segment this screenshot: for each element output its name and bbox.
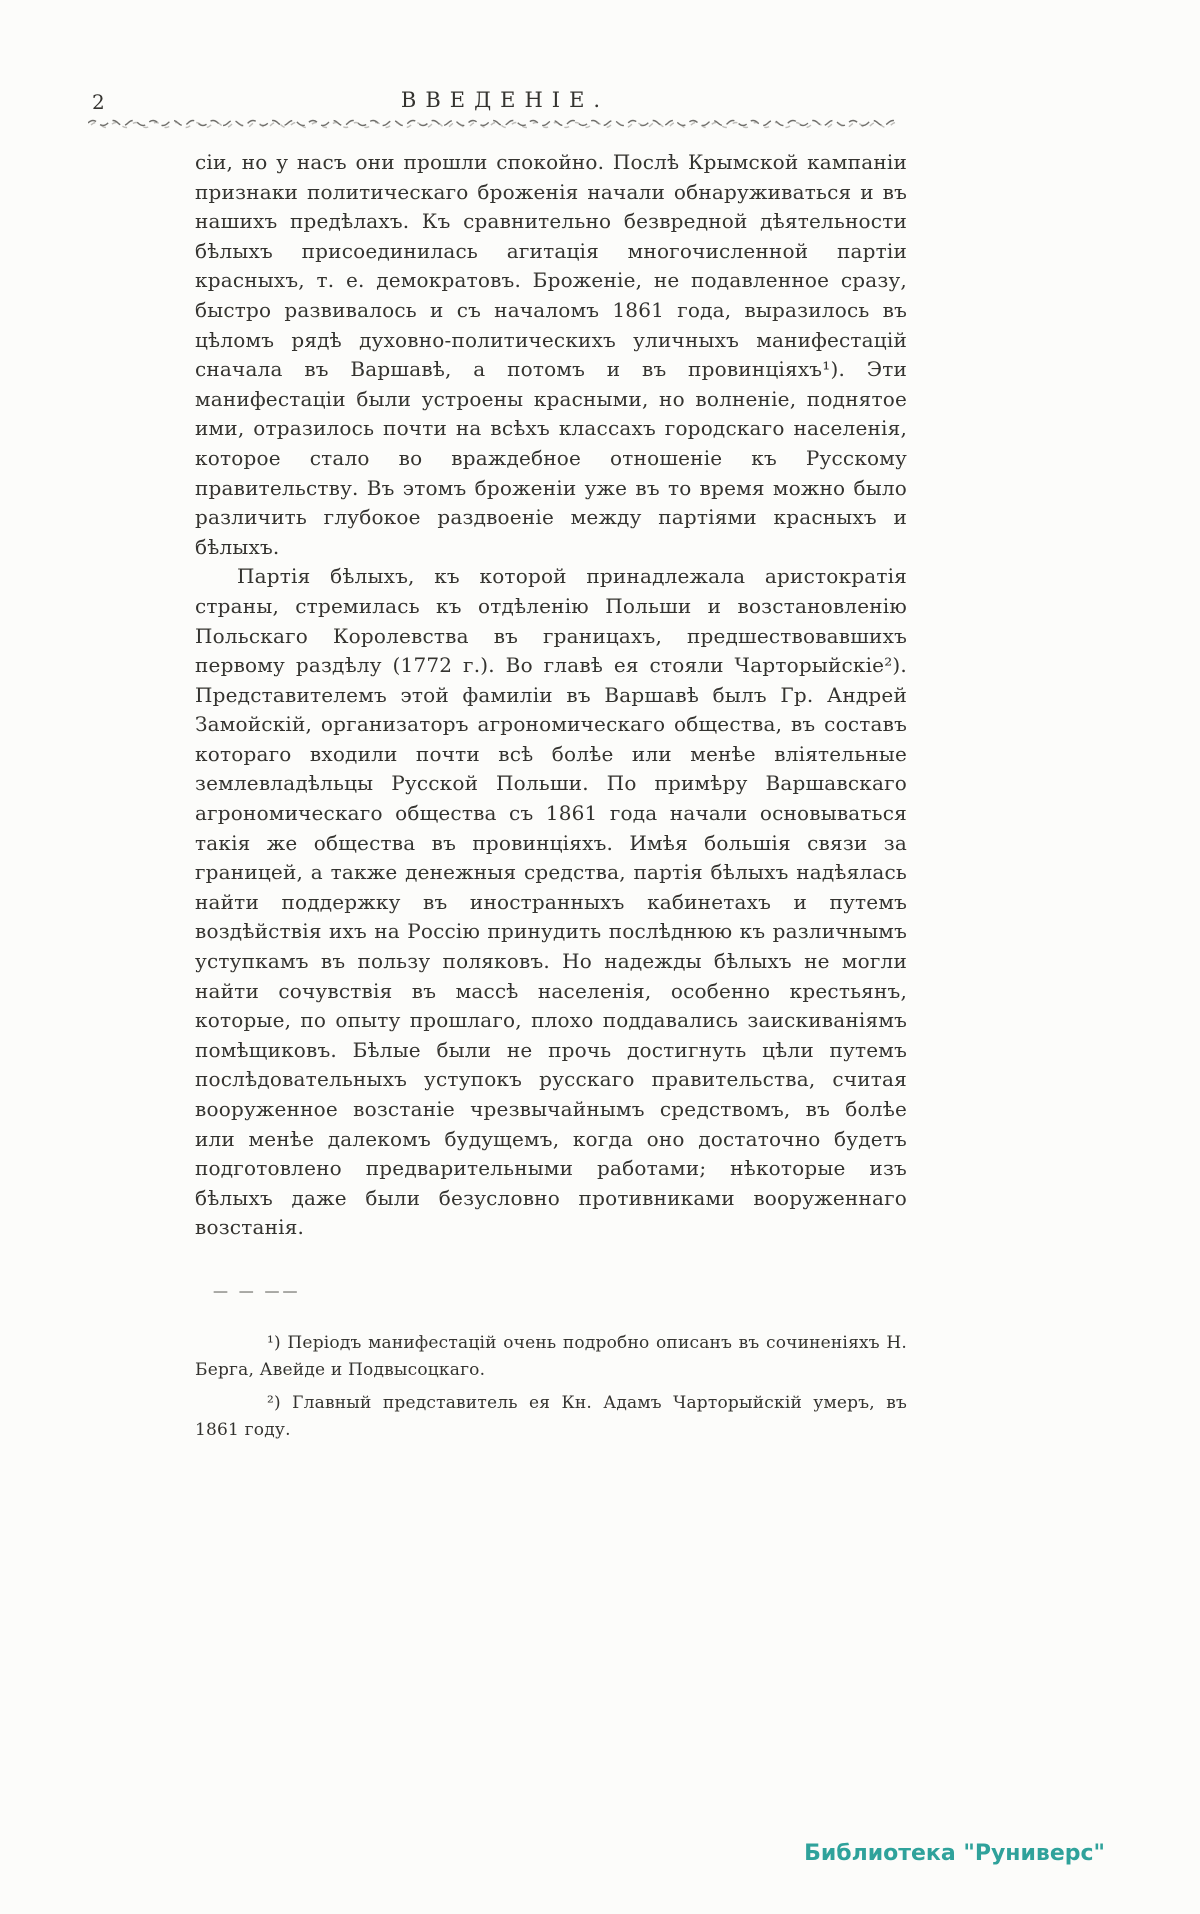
header-rule-decoration: [88, 116, 908, 130]
footnote: ¹) Періодъ манифестацій очень подробно описанъ въ сочиненіяхъ Н. Берга, Авейде и Подвысоцкаго.: [195, 1333, 907, 1380]
body-text: [195, 148, 907, 1243]
library-watermark: Библиотека "Руниверс": [804, 1841, 1105, 1866]
footnote-separator: — — ——: [213, 1282, 301, 1300]
body-paragraph: сіи, но у насъ они прошли спокойно. Послѣ Крымской кампаніи признаки политическаго броженія начали обнаруживаться и въ нашихъ предѣлахъ. Къ сравнительно безвредной дѣятельности бѣлыхъ присоединилась агитація многочисленной партіи красныхъ, т. е. демократовъ. Броженіе, не подавленное сразу, быстро развивалось и съ началомъ 1861 года, выразилось въ цѣломъ рядѣ духовно-политическихъ уличныхъ манифестацій сначала въ Варшавѣ, а потомъ и въ провинціяхъ¹). Эти манифестаціи были устроены красными, но волненіе, поднятое ими, отразилось почти на всѣхъ классахъ городскаго населенія, которое стало во враждебное отношеніе къ Русскому правительству. Въ этомъ броженіи уже въ то время можно было различить глубокое раздвоеніе между партіями красныхъ и бѣлыхъ.: [195, 150, 907, 559]
footnote: ²) Главный представитель ея Кн. Адамъ Чарторыйскій умеръ, въ 1861 году.: [195, 1393, 907, 1440]
body-paragraph: Партія бѣлыхъ, къ которой принадлежала аристократія страны, стремилась къ отдѣленію Польши и возстановленію Польскаго Королевства въ границахъ, предшествовавшихъ первому раздѣлу (1772 г.). Во главѣ ея стояли Чарторыйскіе²). Представителемъ этой фамиліи въ Варшавѣ былъ Гр. Андрей Замойскій, организаторъ агрономическаго общества, въ составъ котораго входили почти всѣ болѣе или менѣе вліятельные землевладѣльцы Русской Польши. По примѣру Варшавскаго агрономическаго общества съ 1861 года начали основываться такія же общества въ провинціяхъ. Имѣя большія связи за границей, а также денежныя средства, партія бѣлыхъ надѣялась найти поддержку въ иностранныхъ кабинетахъ и путемъ воздѣйствія ихъ на Россію принудить послѣднюю къ различнымъ уступкамъ въ пользу поляковъ. Но надежды бѣлыхъ не могли найти сочувствія въ массѣ населенія, особенно крестьянъ, которые, по опыту прошлаго, плохо поддавались заискиваніямъ помѣщиковъ. Бѣлые были не прочь достигнуть цѣли путемъ послѣдовательныхъ уступокъ русскаго правительства, считая вооруженное возстаніе чрезвычайнымъ средствомъ, въ болѣе или менѣе далекомъ будущемъ, когда оно достаточно будетъ подготовлено предварительными работами; нѣкоторые изъ бѣлыхъ даже были безусловно противниками вооруженнаго возстанія.: [195, 564, 907, 1240]
footnotes: [195, 1330, 907, 1450]
page-title: ВВЕДЕНІЕ.: [400, 88, 610, 112]
page-number: 2: [92, 90, 105, 114]
